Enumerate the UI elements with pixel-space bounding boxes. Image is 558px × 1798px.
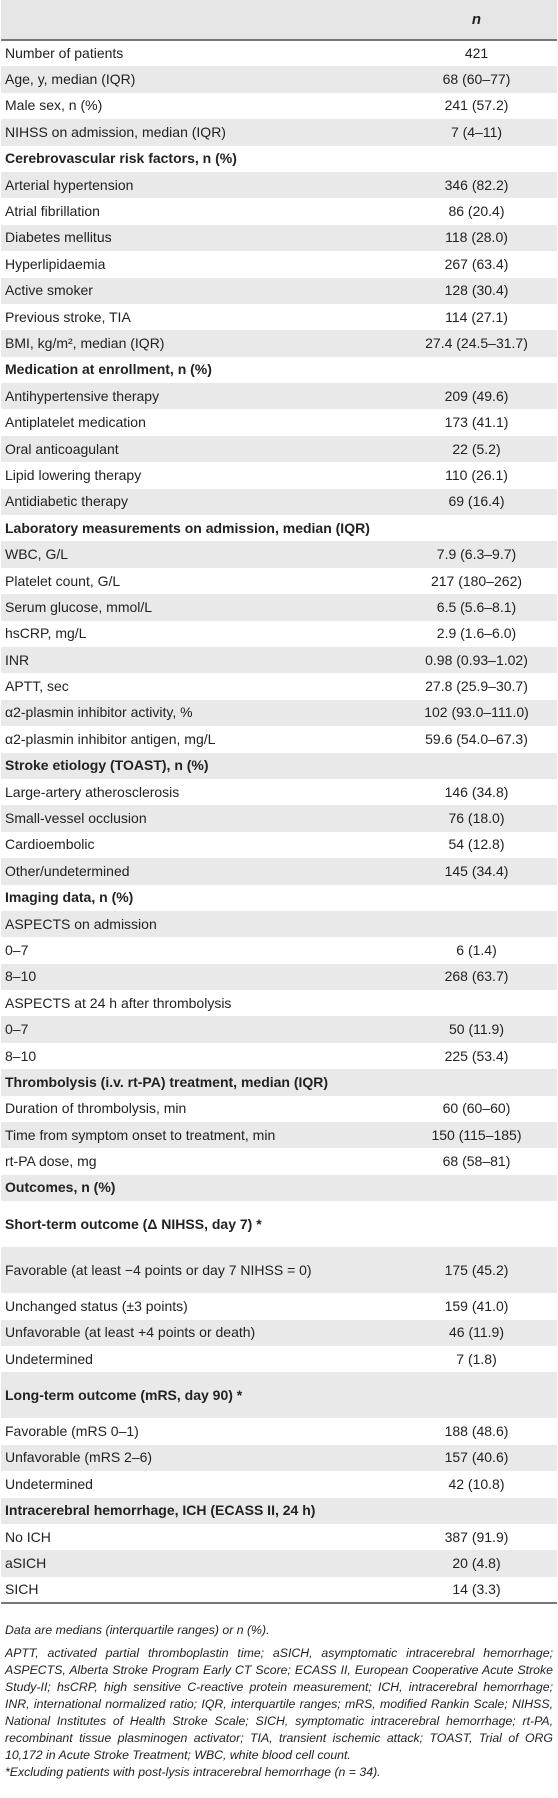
- table-row: [1, 225, 557, 251]
- section-label: Long-term outcome (mRS, day 90) *: [5, 1386, 243, 1403]
- note-abbreviations: APTT, activated partial thromboplastin time; aSICH, asymptomatic intracerebral hemorrhage; ASPECTS, Alberta Stroke Program Early CT Score; ECASS II, European Cooperative Acute Stroke Study-II; hsCRP, high sensitive C-reactive protein measurement; ICH, intracerebral hemorrhage; INR, international normalized ratio; IQR, interquartile ranges; mRS, modified Rankin Scale; NIHSS, National Institutes of Health Stroke Scale; SICH, symptomatic intracerebral hemorrhage; rt-PA, recombinant tissue plasminogen activator; TIA, transient ischemic attack; TOAST, Trial of ORG 10,172 in Acute Stroke Treatment; WBC, white blood cell count.: [5, 1646, 553, 1763]
- row-value: [396, 357, 557, 383]
- row-value: 6.5 (5.6–8.1): [436, 598, 517, 615]
- table-row: [1, 726, 557, 752]
- row-label: WBC, G/L: [5, 546, 69, 563]
- row-label: INR: [5, 651, 30, 668]
- table-row: [1, 119, 557, 145]
- row-label: rt-PA dose, mg: [5, 1153, 97, 1170]
- row-label: Undetermined: [5, 1350, 93, 1367]
- section-label: Medication at enrollment, n (%): [5, 361, 212, 378]
- row-value: 0.98 (0.93–1.02): [425, 651, 528, 668]
- row-value: [396, 1498, 557, 1524]
- table-row: [1, 330, 557, 356]
- row-value: [396, 753, 557, 779]
- row-value: 267 (63.4): [444, 255, 509, 272]
- table-row: [1, 937, 557, 963]
- row-value: 7 (4–11): [450, 123, 503, 140]
- row-value: 150 (115–185): [431, 1126, 522, 1143]
- section-row: [1, 885, 557, 911]
- row-value: 102 (93.0–111.0): [424, 704, 529, 721]
- row-value: 2.9 (1.6–6.0): [436, 625, 517, 642]
- section-row: [1, 1175, 557, 1201]
- table-row: [1, 964, 557, 990]
- row-label: Other/undetermined: [5, 862, 130, 879]
- row-value: 27.4 (24.5–31.7): [425, 334, 528, 351]
- row-value: 54 (12.8): [448, 836, 505, 853]
- row-value: 6 (1.4): [456, 941, 497, 958]
- section-row: [1, 1201, 557, 1247]
- row-label: NIHSS on admission, median (IQR): [5, 123, 226, 140]
- row-value: 7 (1.8): [456, 1350, 497, 1367]
- row-label: ASPECTS on admission: [5, 915, 157, 932]
- table-row: [1, 911, 557, 937]
- table-notes: [0, 1604, 557, 1781]
- table-row: [1, 1445, 557, 1471]
- row-value: 387 (91.9): [444, 1528, 509, 1545]
- table-row: [1, 66, 557, 92]
- row-value: 146 (34.8): [444, 783, 509, 800]
- row-value: 159 (41.0): [444, 1297, 509, 1314]
- row-value: [396, 146, 557, 172]
- table-row: [1, 1320, 557, 1346]
- section-row: [1, 146, 557, 172]
- row-value: 241 (57.2): [444, 97, 509, 114]
- section-label: Thrombolysis (i.v. rt-PA) treatment, median (IQR): [5, 1073, 329, 1090]
- section-label: Short-term outcome (Δ NIHSS, day 7) *: [5, 1215, 262, 1232]
- row-value: 188 (48.6): [444, 1423, 509, 1440]
- table-row: [1, 621, 557, 647]
- section-row: [1, 753, 557, 779]
- row-label: Serum glucose, mmol/L: [5, 598, 153, 615]
- row-value: 209 (49.6): [444, 387, 509, 404]
- row-label: SICH: [5, 1580, 39, 1597]
- row-label: Antiplatelet medication: [5, 414, 146, 431]
- row-value: 114 (27.1): [445, 308, 508, 325]
- table-row: [1, 304, 557, 330]
- row-label: Unfavorable (mRS 2–6): [5, 1449, 153, 1466]
- table-row: [1, 858, 557, 884]
- table-row: [1, 990, 557, 1016]
- table-row: [1, 1471, 557, 1497]
- row-value: [396, 1372, 557, 1418]
- table-row: [1, 1293, 557, 1319]
- row-label: Unfavorable (at least +4 points or death): [5, 1324, 256, 1341]
- row-value: 7.9 (6.3–9.7): [436, 546, 517, 563]
- row-label: 0–7: [5, 1021, 29, 1038]
- table-row: [1, 93, 557, 119]
- section-row: [1, 357, 557, 383]
- table-row: [1, 462, 557, 488]
- table-row: [1, 198, 557, 224]
- table-row: [1, 700, 557, 726]
- section-label: Imaging data, n (%): [5, 889, 134, 906]
- table-row: [1, 805, 557, 831]
- table-row: [1, 1550, 557, 1576]
- section-label: Stroke etiology (TOAST), n (%): [5, 757, 209, 774]
- row-value: 118 (28.0): [445, 229, 508, 246]
- row-label: hsCRP, mg/L: [5, 625, 87, 642]
- row-label: 8–10: [5, 1047, 37, 1064]
- table-row: [1, 409, 557, 435]
- section-label: Outcomes, n (%): [5, 1179, 116, 1196]
- row-label: Platelet count, G/L: [5, 572, 121, 589]
- row-label: Unchanged status (±3 points): [5, 1297, 188, 1314]
- table-row: [1, 1418, 557, 1444]
- section-label: Laboratory measurements on admission, median (IQR): [5, 519, 370, 536]
- row-value: 346 (82.2): [444, 176, 509, 193]
- table-row: [1, 489, 557, 515]
- table-body: [1, 40, 557, 1603]
- table-row: [1, 568, 557, 594]
- row-value: 110 (26.1): [445, 466, 508, 483]
- row-value: [396, 1201, 557, 1247]
- row-value: 14 (3.3): [452, 1580, 501, 1597]
- row-value: 69 (16.4): [448, 493, 505, 510]
- section-label: Intracerebral hemorrhage, ICH (ECASS II, 24 h): [5, 1502, 316, 1519]
- row-value: 157 (40.6): [444, 1449, 509, 1466]
- row-value: 76 (18.0): [448, 810, 505, 827]
- row-label: Hyperlipidaemia: [5, 255, 106, 272]
- row-label: Favorable (at least −4 points or day 7 NIHSS = 0): [5, 1261, 312, 1278]
- row-label: No ICH: [5, 1528, 51, 1545]
- row-value: 421: [464, 45, 489, 62]
- row-label: Cardioembolic: [5, 836, 95, 853]
- section-row: [1, 515, 557, 541]
- table-row: [1, 541, 557, 567]
- row-value: [396, 911, 557, 937]
- row-label: Antidiabetic therapy: [5, 493, 128, 510]
- characteristics-table: [1, 0, 557, 1604]
- table-row: [1, 673, 557, 699]
- row-value: 128 (30.4): [444, 282, 509, 299]
- row-label: Undetermined: [5, 1475, 93, 1492]
- table-row: [1, 1247, 557, 1293]
- table-row: [1, 1043, 557, 1069]
- header-label-cell: [1, 0, 396, 40]
- table-row: [1, 1016, 557, 1042]
- table-row: [1, 1148, 557, 1174]
- table-row: [1, 1524, 557, 1550]
- row-label: Lipid lowering therapy: [5, 466, 142, 483]
- note-footnote: *Excluding patients with post-lysis intracerebral hemorrhage (n = 34).: [5, 1765, 381, 1780]
- row-label: Male sex, n (%): [5, 97, 103, 114]
- row-value: 59.6 (54.0–67.3): [425, 730, 528, 747]
- row-label: Large-artery atherosclerosis: [5, 783, 180, 800]
- row-value: 225 (53.4): [444, 1047, 509, 1064]
- table-row: [1, 779, 557, 805]
- row-label: APTT, sec: [5, 678, 69, 695]
- row-label: aSICH: [5, 1555, 47, 1571]
- row-value: [396, 1175, 557, 1201]
- row-label: Antihypertensive therapy: [5, 387, 160, 404]
- table-row: [1, 383, 557, 409]
- row-label: Number of patients: [5, 45, 124, 62]
- table-row: [1, 1577, 557, 1603]
- row-value: 46 (11.9): [449, 1324, 504, 1341]
- row-value: 268 (63.7): [444, 968, 509, 985]
- table-row: [1, 1122, 557, 1148]
- table-row: [1, 832, 557, 858]
- row-label: Small-vessel occlusion: [5, 810, 147, 827]
- table-row: [1, 1096, 557, 1122]
- row-label: α2-plasmin inhibitor antigen, mg/L: [5, 730, 216, 747]
- table-row: [1, 1346, 557, 1372]
- row-value: [396, 515, 557, 541]
- table-row: [1, 251, 557, 277]
- row-value: 60 (60–60): [442, 1100, 511, 1117]
- table-row: [1, 40, 557, 66]
- row-value: 68 (60–77): [442, 71, 511, 88]
- row-label: BMI, kg/m², median (IQR): [5, 334, 165, 351]
- row-label: Arterial hypertension: [5, 176, 134, 193]
- section-row: [1, 1498, 557, 1524]
- row-label: Time from symptom onset to treatment, min: [5, 1126, 276, 1143]
- row-label: Diabetes mellitus: [5, 229, 112, 246]
- row-label: Duration of thrombolysis, min: [5, 1100, 187, 1117]
- row-value: 42 (10.8): [448, 1475, 505, 1492]
- table-row: [1, 278, 557, 304]
- row-label: α2-plasmin inhibitor activity, %: [5, 704, 193, 721]
- row-label: ASPECTS at 24 h after thrombolysis: [5, 994, 232, 1011]
- row-value: 217 (180–262): [430, 572, 523, 589]
- section-row: [1, 1069, 557, 1095]
- row-value: 175 (45.2): [444, 1261, 509, 1278]
- section-row: [1, 1372, 557, 1418]
- table-row: [1, 172, 557, 198]
- row-value: 50 (11.9): [449, 1021, 504, 1038]
- row-value: 20 (4.8): [452, 1555, 501, 1571]
- row-value: 145 (34.4): [444, 862, 509, 879]
- row-label: Age, y, median (IQR): [5, 71, 136, 88]
- section-label: Cerebrovascular risk factors, n (%): [5, 150, 237, 167]
- row-value: 27.8 (25.9–30.7): [425, 678, 528, 695]
- row-label: Atrial fibrillation: [5, 203, 100, 220]
- table-row: [1, 436, 557, 462]
- row-value: [396, 1069, 557, 1095]
- table-header-row: [1, 0, 557, 40]
- note-data-description: Data are medians (interquartile ranges) or n (%).: [5, 1623, 270, 1638]
- header-n-cell: n: [471, 11, 482, 28]
- table-row: [1, 594, 557, 620]
- row-value: [396, 990, 557, 1016]
- row-value: 22 (5.2): [452, 440, 501, 457]
- row-label: Oral anticoagulant: [5, 440, 119, 457]
- row-value: [396, 885, 557, 911]
- row-label: 0–7: [5, 941, 29, 958]
- table-row: [1, 647, 557, 673]
- row-label: Active smoker: [5, 282, 93, 299]
- row-label: Favorable (mRS 0–1): [5, 1423, 139, 1440]
- row-value: 68 (58–81): [442, 1153, 511, 1170]
- row-label: Previous stroke, TIA: [5, 308, 131, 325]
- row-value: 86 (20.4): [448, 203, 505, 220]
- row-label: 8–10: [5, 968, 37, 985]
- row-value: 173 (41.1): [444, 414, 509, 431]
